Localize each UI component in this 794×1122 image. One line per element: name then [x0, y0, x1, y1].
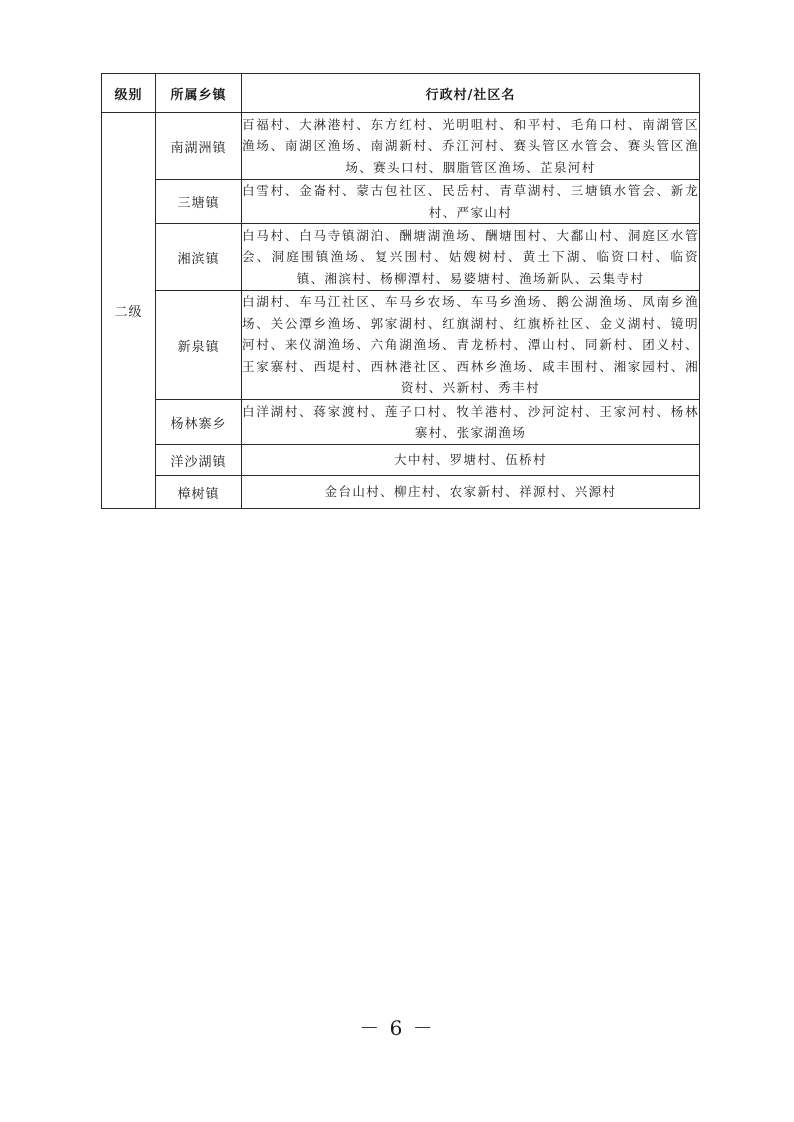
town-cell: 杨林寨乡	[156, 400, 242, 445]
header-town: 所属乡镇	[156, 74, 242, 113]
names-cell: 白雪村、金崙村、蒙古包社区、民岳村、青草湖村、三塘镇水管会、新龙村、严家山村	[242, 180, 700, 224]
header-names: 行政村/社区名	[242, 74, 700, 113]
town-cell: 新泉镇	[156, 291, 242, 400]
names-cell: 白湖村、车马江社区、车马乡农场、车马乡渔场、鹅公湖渔场、凤南乡渔场、关公潭乡渔场、郭家湖村、红旗湖村、红旗桥社区、金义湖村、镜明河村、来仪湖渔场、六角湖渔场、青龙桥村、潭山村、同新村、团义村、王家寨村、西堤村、西林港社区、西林乡渔场、咸丰围村、湘家园村、湘资村、兴新村、秀丰村	[242, 291, 700, 400]
table-row	[102, 113, 700, 180]
table-row	[102, 180, 700, 224]
names-cell: 百福村、大淋港村、东方红村、光明咀村、和平村、毛角口村、南湖管区渔场、南湖区渔场、南湖新村、乔江河村、赛头管区水管会、赛头管区渔场、赛头口村、胭脂管区渔场、芷泉河村	[242, 113, 700, 180]
table-row	[102, 224, 700, 291]
town-cell: 三塘镇	[156, 180, 242, 224]
level-cell: 二级	[102, 113, 156, 509]
page-number: － 6 －	[359, 1016, 435, 1040]
names-cell: 白洋湖村、蒋家渡村、莲子口村、牧羊港村、沙河淀村、王家河村、杨林寨村、张家湖渔场	[242, 400, 700, 445]
table-row	[102, 476, 700, 509]
table-row	[102, 291, 700, 400]
village-table	[101, 73, 700, 509]
town-cell: 南湖洲镇	[156, 113, 242, 180]
table-row	[102, 445, 700, 476]
town-cell: 樟树镇	[156, 476, 242, 509]
names-cell: 白马村、白马寺镇湖泊、酬塘湖渔场、酬塘围村、大鄱山村、洞庭区水管会、洞庭围镇渔场、复兴围村、姑嫂树村、黄土下湖、临资口村、临资镇、湘滨村、杨柳潭村、易婆塘村、渔场新队、云集寺村	[242, 224, 700, 291]
table-header-row	[102, 74, 700, 113]
table-row	[102, 400, 700, 445]
header-level: 级别	[102, 74, 156, 113]
town-cell: 湘滨镇	[156, 224, 242, 291]
names-cell: 金台山村、柳庄村、农家新村、祥源村、兴源村	[242, 476, 700, 509]
names-cell: 大中村、罗塘村、伍桥村	[242, 445, 700, 476]
town-cell: 洋沙湖镇	[156, 445, 242, 476]
